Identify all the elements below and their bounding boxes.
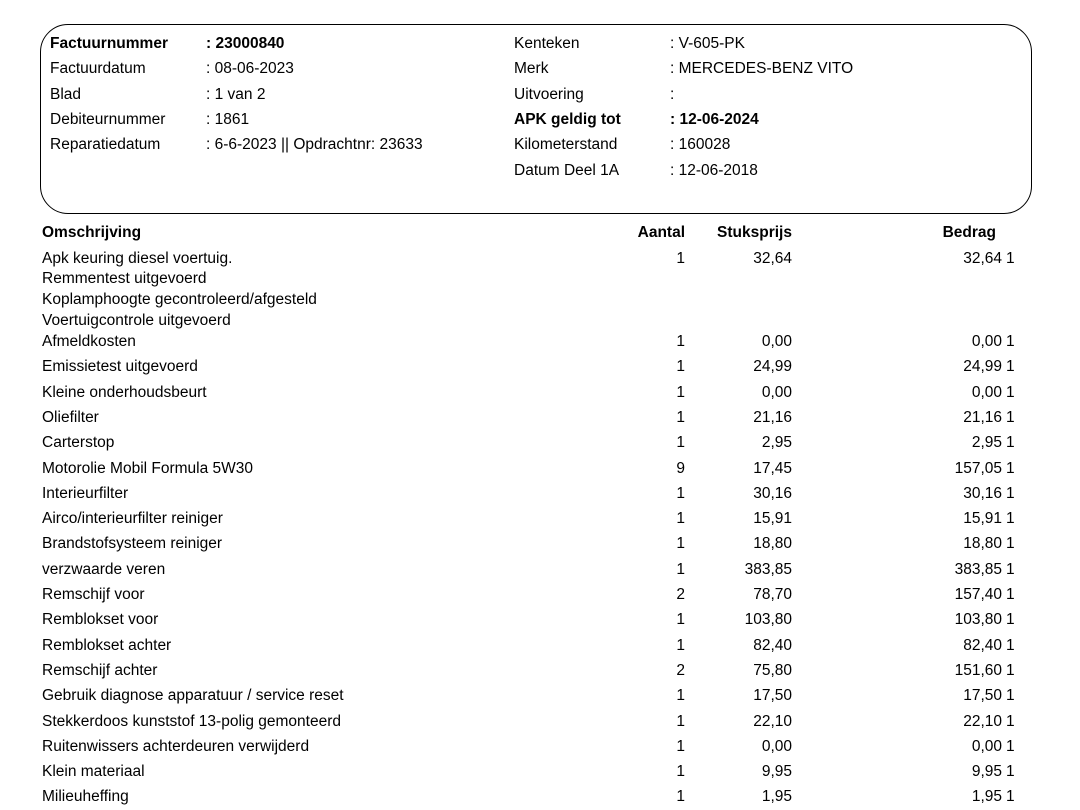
item-extra-line: Remmentest uitgevoerd — [42, 270, 207, 287]
item-code: 1 — [1006, 384, 1015, 401]
item-unit-price: 24,99 — [753, 358, 792, 375]
item-unit-price: 78,70 — [753, 586, 792, 603]
column-header-description: Omschrijving — [42, 224, 142, 241]
item-unit-price: 0,00 — [761, 738, 792, 755]
item-unit-price: 17,50 — [753, 687, 792, 704]
table-row — [0, 609, 1080, 630]
header-value: : 08-06-2023 — [206, 60, 294, 77]
item-amount: 22,10 — [963, 713, 1002, 730]
item-description: Remschijf achter — [42, 662, 158, 679]
item-code: 1 — [1006, 637, 1015, 654]
table-row — [0, 331, 1080, 352]
item-unit-price: 0,00 — [761, 384, 792, 401]
item-description: Carterstop — [42, 434, 115, 451]
item-amount: 157,05 — [954, 460, 1002, 477]
item-unit-price: 17,45 — [753, 460, 792, 477]
item-amount: 103,80 — [954, 611, 1002, 628]
item-amount: 1,95 — [971, 788, 1002, 805]
item-code: 1 — [1006, 738, 1015, 755]
header-value: : 23000840 — [206, 35, 285, 52]
item-description: Stekkerdoos kunststof 13-polig gemonteerd — [42, 713, 341, 730]
header-value: : 1861 — [206, 111, 250, 128]
header-label: Debiteurnummer — [50, 111, 166, 128]
table-row — [0, 786, 1080, 807]
item-quantity: 9 — [676, 460, 685, 477]
item-unit-price: 15,91 — [753, 510, 792, 527]
item-unit-price: 0,00 — [761, 333, 792, 350]
table-row — [0, 685, 1080, 706]
table-row — [0, 432, 1080, 453]
item-amount: 30,16 — [963, 485, 1002, 502]
item-amount: 157,40 — [954, 586, 1002, 603]
item-code: 1 — [1006, 358, 1015, 375]
table-row — [0, 508, 1080, 529]
item-description: Remschijf voor — [42, 586, 145, 603]
item-code: 1 — [1006, 409, 1015, 426]
item-unit-price: 82,40 — [753, 637, 792, 654]
header-label: APK geldig tot — [514, 111, 621, 128]
table-row — [0, 407, 1080, 428]
item-amount: 0,00 — [971, 384, 1002, 401]
column-header-quantity: Aantal — [637, 224, 685, 241]
item-description: Apk keuring diesel voertuig. — [42, 250, 233, 267]
item-code: 1 — [1006, 460, 1015, 477]
item-quantity: 1 — [676, 788, 685, 805]
column-headers — [0, 221, 1080, 245]
table-row — [0, 736, 1080, 757]
item-amount: 18,80 — [963, 535, 1002, 552]
item-description: Airco/interieurfilter reiniger — [42, 510, 223, 527]
item-amount: 0,00 — [971, 333, 1002, 350]
item-quantity: 1 — [676, 434, 685, 451]
header-value: : 1 van 2 — [206, 86, 266, 103]
item-code: 1 — [1006, 250, 1015, 267]
table-row — [0, 248, 1080, 269]
item-description: Emissietest uitgevoerd — [42, 358, 198, 375]
item-description: Klein materiaal — [42, 763, 145, 780]
item-unit-price: 32,64 — [753, 250, 792, 267]
item-amount: 32,64 — [963, 250, 1002, 267]
table-row — [0, 382, 1080, 403]
item-description: Brandstofsysteem reiniger — [42, 535, 223, 552]
column-header-unit-price: Stuksprijs — [717, 224, 792, 241]
item-description: Milieuheffing — [42, 788, 129, 805]
item-quantity: 1 — [676, 358, 685, 375]
item-unit-price: 75,80 — [753, 662, 792, 679]
item-code: 1 — [1006, 687, 1015, 704]
item-code: 1 — [1006, 333, 1015, 350]
header-value: : MERCEDES-BENZ VITO — [670, 60, 854, 77]
item-unit-price: 21,16 — [753, 409, 792, 426]
item-code: 1 — [1006, 510, 1015, 527]
item-amount: 24,99 — [963, 358, 1002, 375]
item-code: 1 — [1006, 713, 1015, 730]
item-amount: 15,91 — [963, 510, 1002, 527]
item-quantity: 1 — [676, 738, 685, 755]
table-row — [0, 533, 1080, 554]
item-description: Motorolie Mobil Formula 5W30 — [42, 460, 254, 477]
item-unit-price: 30,16 — [753, 485, 792, 502]
header-label: Kenteken — [514, 35, 580, 52]
item-quantity: 1 — [676, 409, 685, 426]
item-description: Remblokset voor — [42, 611, 159, 628]
item-code: 1 — [1006, 535, 1015, 552]
item-quantity: 1 — [676, 384, 685, 401]
item-amount: 151,60 — [954, 662, 1002, 679]
item-code: 1 — [1006, 434, 1015, 451]
item-amount: 9,95 — [971, 763, 1002, 780]
item-unit-price: 9,95 — [761, 763, 792, 780]
header-value: : 12-06-2024 — [670, 111, 759, 128]
item-quantity: 1 — [676, 510, 685, 527]
item-unit-price: 383,85 — [744, 561, 792, 578]
item-description: Ruitenwissers achterdeuren verwijderd — [42, 738, 310, 755]
item-description: Interieurfilter — [42, 485, 129, 502]
item-extra-line: Koplamphoogte gecontroleerd/afgesteld — [42, 291, 317, 308]
item-amount: 383,85 — [954, 561, 1002, 578]
item-quantity: 1 — [676, 535, 685, 552]
item-unit-price: 18,80 — [753, 535, 792, 552]
header-label: Datum Deel 1A — [514, 162, 620, 179]
item-description: Kleine onderhoudsbeurt — [42, 384, 207, 401]
item-code: 1 — [1006, 788, 1015, 805]
item-description: Remblokset achter — [42, 637, 172, 654]
header-label: Factuurdatum — [50, 60, 146, 77]
table-row — [0, 635, 1080, 656]
header-value: : — [670, 86, 675, 103]
item-description: verzwaarde veren — [42, 561, 166, 578]
header-value: : V-605-PK — [670, 35, 745, 52]
item-unit-price: 22,10 — [753, 713, 792, 730]
item-extra-line: Voertuigcontrole uitgevoerd — [42, 312, 231, 329]
column-header-amount: Bedrag — [942, 224, 996, 241]
item-description: Afmeldkosten — [42, 333, 136, 350]
item-quantity: 2 — [676, 586, 685, 603]
header-value: : 160028 — [670, 136, 731, 153]
header-label: Blad — [50, 86, 82, 103]
item-quantity: 1 — [676, 561, 685, 578]
item-amount: 2,95 — [971, 434, 1002, 451]
header-value: : 6-6-2023 || Opdrachtnr: 23633 — [206, 136, 423, 153]
item-code: 1 — [1006, 586, 1015, 603]
item-amount: 0,00 — [971, 738, 1002, 755]
item-unit-price: 2,95 — [761, 434, 792, 451]
item-quantity: 1 — [676, 611, 685, 628]
table-row — [0, 458, 1080, 479]
item-quantity: 1 — [676, 250, 685, 267]
table-row — [0, 559, 1080, 580]
header-value: : 12-06-2018 — [670, 162, 758, 179]
item-code: 1 — [1006, 662, 1015, 679]
item-code: 1 — [1006, 485, 1015, 502]
item-code: 1 — [1006, 763, 1015, 780]
header-label: Factuurnummer — [50, 35, 168, 52]
item-amount: 17,50 — [963, 687, 1002, 704]
table-row — [0, 711, 1080, 732]
item-quantity: 1 — [676, 687, 685, 704]
header-label: Reparatiedatum — [50, 136, 161, 153]
table-row — [0, 584, 1080, 605]
table-row — [0, 660, 1080, 681]
item-quantity: 1 — [676, 713, 685, 730]
item-code: 1 — [1006, 561, 1015, 578]
item-quantity: 2 — [676, 662, 685, 679]
item-description: Oliefilter — [42, 409, 99, 426]
header-label: Merk — [514, 60, 549, 77]
item-unit-price: 103,80 — [744, 611, 792, 628]
table-row — [0, 356, 1080, 377]
item-code: 1 — [1006, 611, 1015, 628]
item-amount: 82,40 — [963, 637, 1002, 654]
item-amount: 21,16 — [963, 409, 1002, 426]
header-label: Uitvoering — [514, 86, 584, 103]
item-quantity: 1 — [676, 637, 685, 654]
table-row — [0, 483, 1080, 504]
item-quantity: 1 — [676, 485, 685, 502]
item-quantity: 1 — [676, 763, 685, 780]
item-unit-price: 1,95 — [761, 788, 792, 805]
table-row — [0, 761, 1080, 782]
item-description: Gebruik diagnose apparatuur / service reset — [42, 687, 344, 704]
item-quantity: 1 — [676, 333, 685, 350]
header-label: Kilometerstand — [514, 136, 618, 153]
